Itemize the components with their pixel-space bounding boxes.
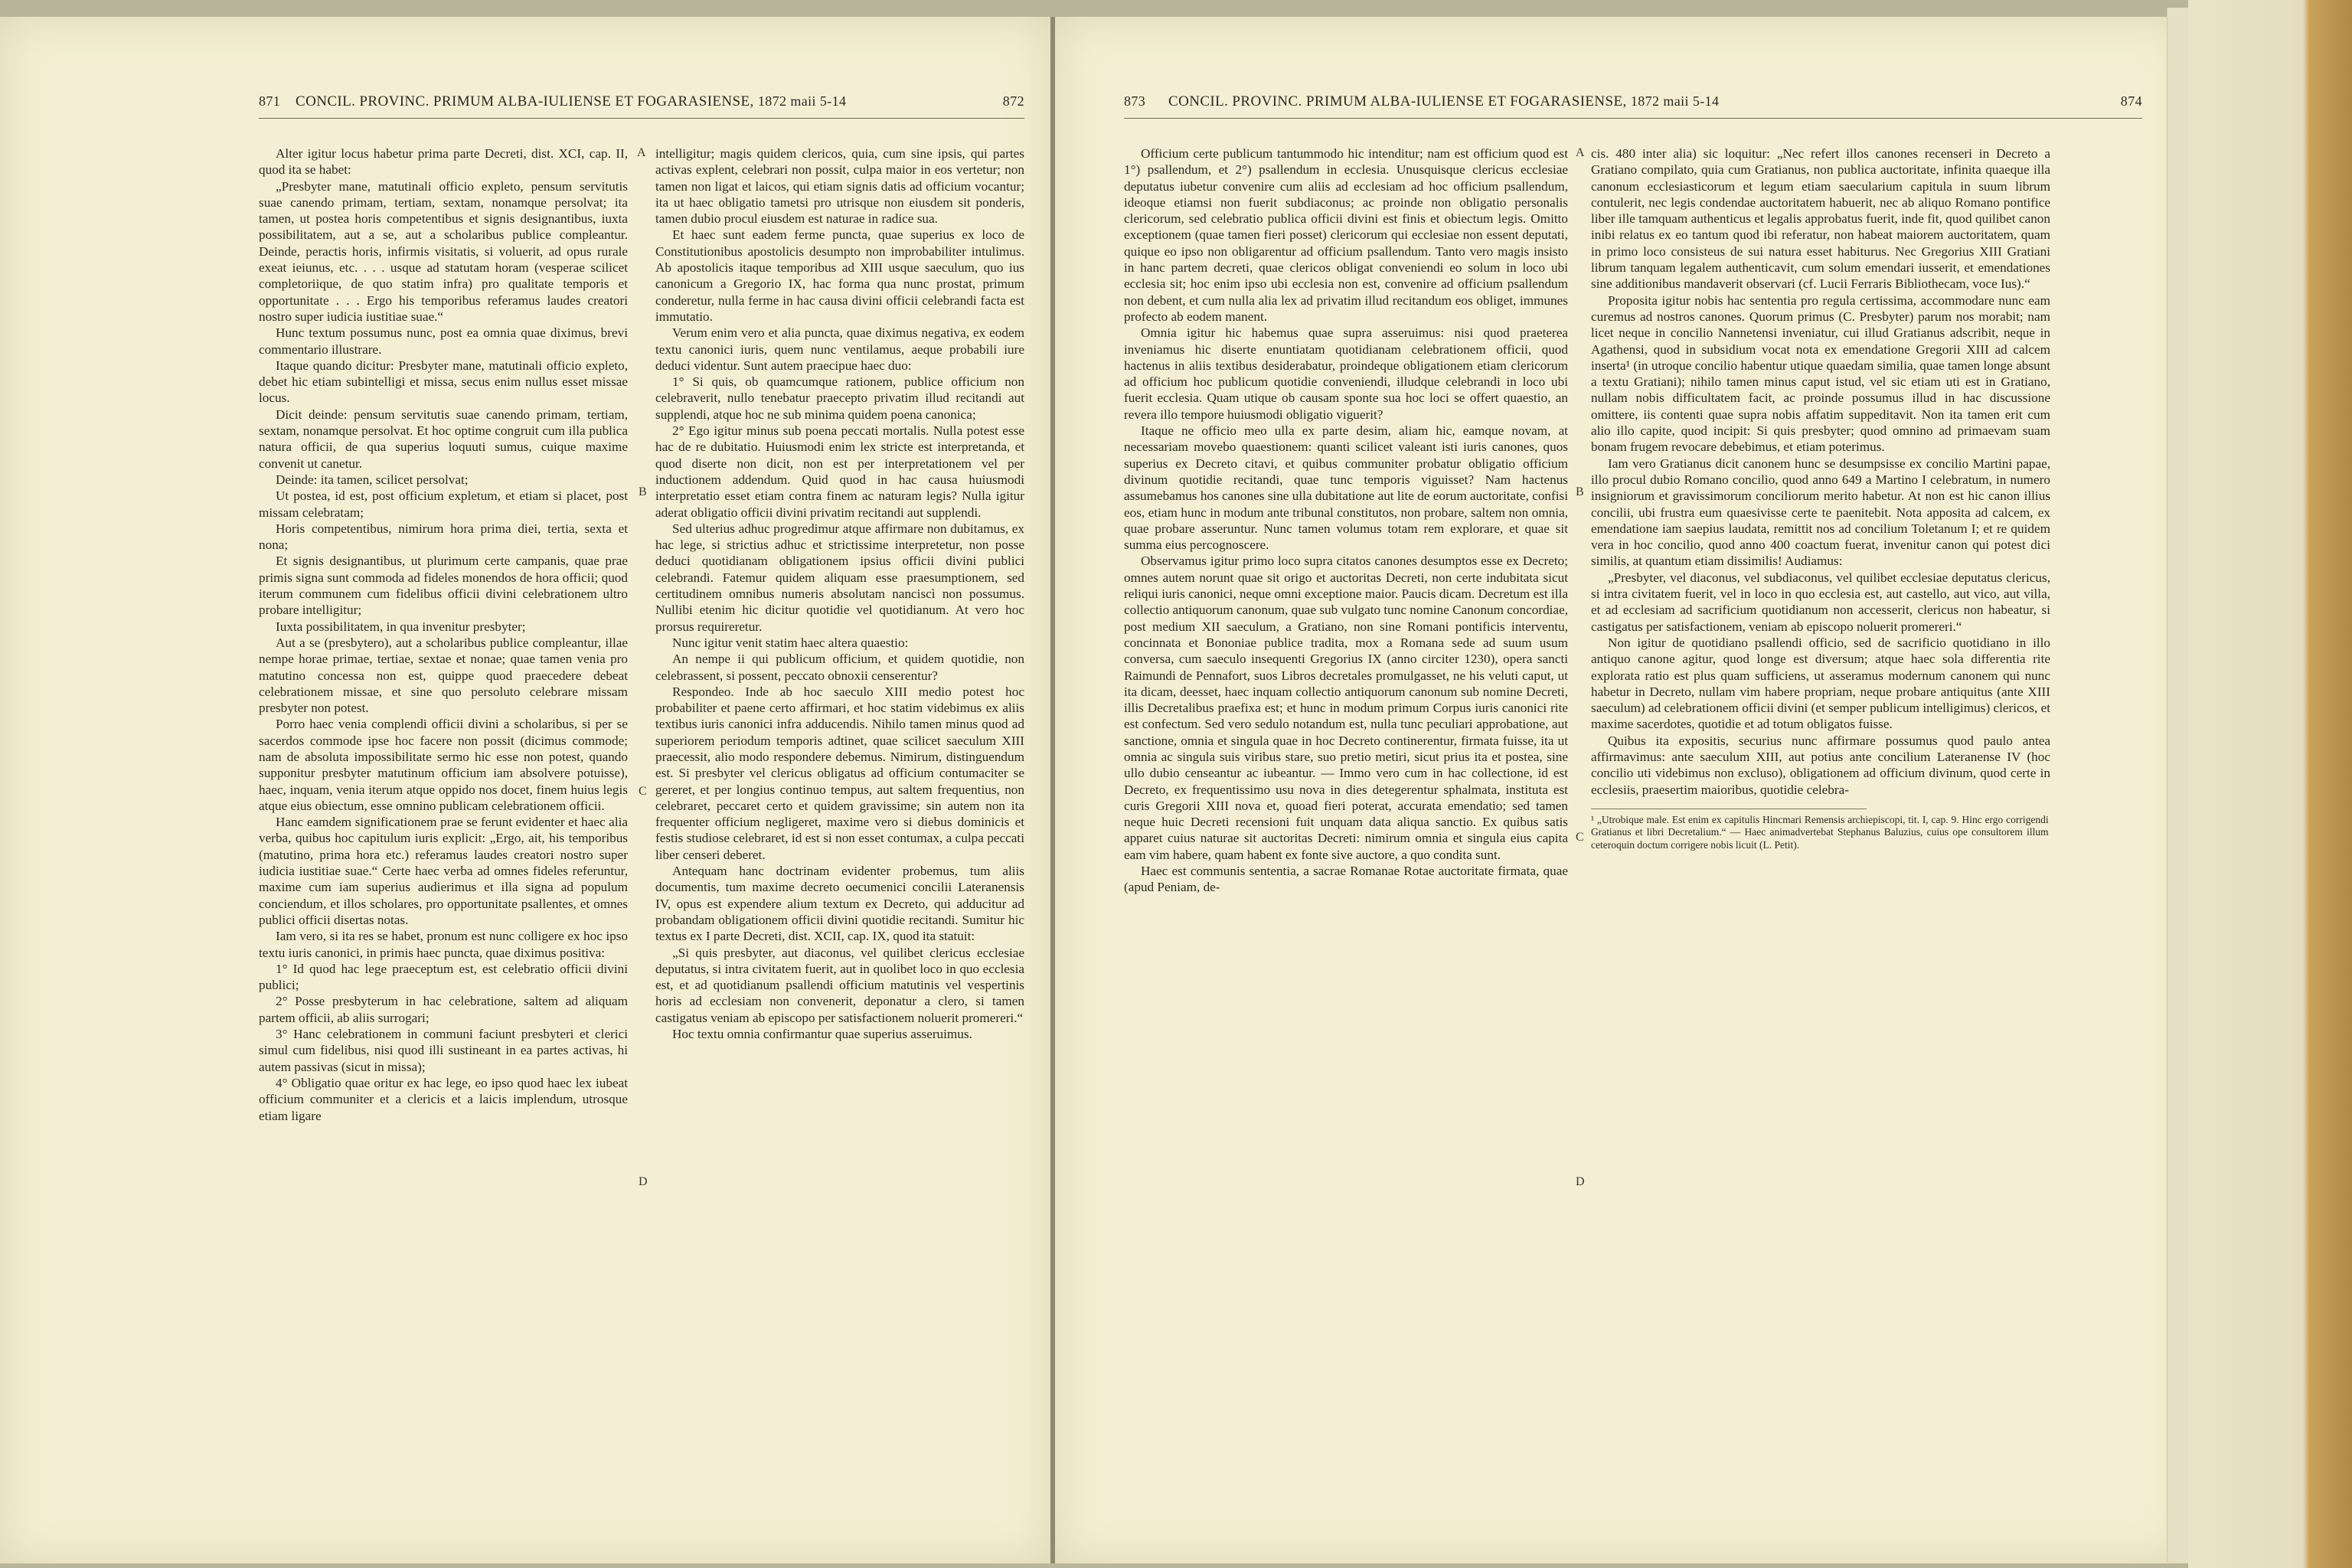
paragraph: Aut a se (presbytero), aut a scholaribus publice compleantur, illae nempe horae primae, tertiae, sextae et nonae; quae tamen venia pro matutino concessa non est, quippe quod praecedere debeat celebrationem missae, et sine quo persoluto celebrare missam presbyter non potest. <box>259 635 628 716</box>
paragraph: 1° Si quis, ob quamcumque rationem, publice officium non celebraverit, nullo tenebatur praecepto privatim illud recitandi aut supplendi, atque hoc ne sub minima quidem poena canonica; <box>655 374 1024 422</box>
paragraph: cis. 480 inter alia) sic loquitur: „Nec refert illos canones recenseri in Decreto a Gratiano compilato, quia cum Gratianus, non publica auctoritate, infinita quaeque illa canonum ecclesiasticorum et legum etiam saecularium capitula in suum librum contulerit, nec legis condendae auctoritatem habuerit, nec ab aliquo Romano pontifice liber ille tamquam authenticus et legalis approbatus fuerit, inde fit, quod quilibet canon inibi relatus ex eo tantum quod ibi referatur, non habeat maiorem auctoritatem, quam in primo loco consisteus de sui natura esset habiturus. Nec Gregorius XIII Gratiani librum tanquam legalem authenticavit, cum solum emendari iusserit, et emendationes sine additionibus mandaverit observari (cf. Lucii Ferraris Bibliothecam, voce Ius).“ <box>1591 146 2050 292</box>
paragraph: Respondeo. Inde ab hoc saeculo XIII medio potest hoc probabiliter et paene certo affirmari, et hoc statim videbimus ex aliis textibus iuris canonici infra adducendis. Nihilo tamen minus quod ad superiorem periodum temporis adtinet, quae scilicet saeculum XIII praecessit, alio modo respondere debemus. Nimirum, distinguendum est. Si presbyter vel clericus obligatus ad officium contumaciter se gereret, et per longius continuo tempus, aut saltem frequentius, non celebraret, peccaret certo et quidem gravissime; sin autem non ita frequenter officium negligeret, maxime vero si diebus dominicis et festis studiose celebraret, id est si non esset contumax, a culpa peccati liber censeri deberet. <box>655 684 1024 862</box>
header-rule <box>1124 118 2142 119</box>
paragraph: Ut postea, id est, post officium expletum, et etiam si placet, post missam celebratam; <box>259 488 628 520</box>
paragraph: Et haec sunt eadem ferme puncta, quae superius ex loco de Constitutionibus apostolicis desumpto non improbabiliter intulimus. Ab apostolicis itaque temporibus ad XIII usque saeculum, quo ius canonicum a Gregorio IX, hac forma qua nunc prostat, primum conderetur, nulla ferme in hac causa divini officii celebrandi facta est immutatio. <box>655 227 1024 324</box>
running-title: CONCIL. PROVINC. PRIMUM ALBA-IULIENSE ET FOGARASIENSE, 1872 maii 5-14 <box>296 93 847 109</box>
paragraph: 2° Posse presbyterum in hac celebratione, saltem ad aliquam partem officii, ab aliis surrogari; <box>259 994 628 1025</box>
paragraph: An nempe ii qui publicum officium, et quidem quotidie, non celebrassent, si possent, peccato obnoxii censerentur? <box>655 652 1024 683</box>
margin-letter: C <box>1576 831 1584 844</box>
paragraph: Hanc eamdem significationem prae se ferunt evidenter et haec alia verba, quibus hoc capitulum iuris explicit: „Ergo, ait, his temporibus (matutino, prima hora etc.) referamus laudes creatori nostro super iudicia iustitiae suae.“ Certe haec verba ad omnes fideles referuntur, maxime cum iam superius audierimus et illa signa ad populum conciendum, et illos scholares, pro opportunitate psallentes, et omnes publici officii disertas notas. <box>259 815 628 927</box>
paragraph: Alter igitur locus habetur prima parte Decreti, dist. XCI, cap. II, quod ita se habet: <box>259 146 628 178</box>
margin-letter: A <box>637 146 646 159</box>
paragraph: Sed ulterius adhuc progredimur atque affirmare non dubitamus, ex hac lege, si strictius adhuc et strictissime interpretetur, non posse deduci quotidianam obligationem ipsius officii divini publici celebrandi. Fatemur quidem aliquam esse praesumptionem, sed certitudinem omnibus numeris absolutam nanciscì non possumus. Nullibi etenim hic dicitur quotidie vel quotidianum. At vero hoc prorsus requireretur. <box>655 521 1024 634</box>
text-column-1 <box>259 145 628 1524</box>
book-cover <box>2188 0 2352 1568</box>
left-page-header <box>259 93 1024 124</box>
paragraph: Iuxta possibilitatem, in qua invenitur presbyter; <box>276 619 526 634</box>
paragraph: Dicit deinde: pensum servitutis suae canendo primam, tertiam, sextam, nonamque persolvat. Et hoc optime congruit cum illa publica natura officii, de qua superius loquuti sumus, cuique maxime convenit ut canetur. <box>259 407 628 471</box>
paragraph: Hunc textum possumus nunc, post ea omnia quae diximus, brevi commentario illustrare. <box>259 325 628 357</box>
paragraph: Porro haec venia complendi officii divini a scholaribus, si per se sacerdos commode ipse hoc facere non possit (dicimus commode; nam de absoluta impossibilitate sermo hic esse non potest, quando supponitur presbyter matutinum officium iam absolvere potuisse), haec, inquam, venia iterum atque oppido nos docet, finem huius legis atque eius obiectum, esse omnino publicam celebrationem officii. <box>259 717 628 813</box>
margin-letter: B <box>639 485 647 498</box>
paragraph: Itaque ne officio meo ulla ex parte desim, aliam hic, eamque novam, at necessariam movebo quaestionem: quanti scilicet valeant isti iuris canones, quos superius ex Decreto citavi, et quibus communiter probatur obligatio officium divinum quotidie recitandi, quae tunc temporis viguisset? Nam hactenus assumebamus hos canones sine ulla dubitatione aut lite de eorum auctoritate, confisi eos, etiam hunc in modum ante tribunal constitutos, non probare, saltem non omnia, quae probare asseruntur. Nunc tamen volumus totam rem explorare, et quae sit summa eius percognoscere. <box>1124 423 1568 553</box>
text-column-1 <box>1124 145 1568 1524</box>
paragraph: Proposita igitur nobis hac sententia pro regula certissima, accommodare nunc eam curemus ad nostros canones. Quorum primus (C. Presbyter) parum nos morabit; nam licet neque in concilio Nannetensi inveniatur, cui illud Gratianus adscribit, neque in Agathensi, quod in subsidium vocat nota ex emendatione Gregorii XIII ad calcem inserta¹ (in utroque concilio habentur utique quaedam similia, quae tamen longe absunt a textu Gratiani); nihilo tamen minus caput istud, vel sic etiam uti est in Gratiano, nullam nobis difficultatem facit, ac proinde possumus illud in hac discussione omittere, iis contenti quae supra nobis affatim suppeditavit. Non ita tamen erit cum alio illo capite, quod incipit: Si quis presbyter; quod omnino ad primaevam suam bonam frugem revocare debebimus, et etiam poterimus. <box>1591 292 2050 455</box>
paragraph: Nunc igitur venit statim haec altera quaestio: <box>672 635 909 650</box>
paragraph: 4° Obligatio quae oritur ex hac lege, eo ipso quod haec lex iubeat officium communiter et a clericis et a laicis implendum, utrosque etiam ligare <box>259 1075 628 1123</box>
paragraph: Quibus ita expositis, securius nunc affirmare possumus quod paulo antea affirmavimus: ante saeculum XIII, aut potius ante concilium Lateranense IV (hoc concilio uti videbimus non excluso), obligationem ad officium divinum, quod certe in ecclesiis, praesertim maioribus, quotidie celebra- <box>1591 733 2050 797</box>
paragraph: „Presbyter mane, matutinali officio expleto, pensum servitutis suae canendo primam, tertiam, sextam, nonamque persolvat; ita tamen, ut postea horis competentibus et signis designantibus, iuxta possibilitatem, aut a se, aut a scholaribus publice compleantur. Deinde, peractis horis, infirmis visitatis, si voluerit, ad opus rurale exeat ieiunus, etc. . . . usque ad statutam horam (vesperae scilicet completoriique, de quo statim infra) pro qualitate temporis et opportunitate . . . Ergo his temporibus referamus laudes creatori nostro super iudicia iustitiae suae.“ <box>259 178 628 324</box>
paragraph: Iam vero Gratianus dicit canonem hunc se desumpsisse ex concilio Martini papae, illo procul dubio Romano concilio, quod anno 649 a Martino I celebratum, in numero insigniorum et gravissimorum conciliorum merito habetur. At non est hic canon illius concilii, ubi frustra eum quaesivisse certe te paenitebit. Nota apposita ad calcem, ex emendatione iam saepius laudata, remittit nos ad concilium Toletanum I; et re quidem vera in hoc concilio, quod anno 400 coactum fuerat, invenitur canon qui potest dici similis, at quantum etiam dissimilis! Audiamus: <box>1591 456 2050 569</box>
margin-letter: C <box>639 785 647 798</box>
paragraph: Iam vero, si ita res se habet, pronum est nunc colligere ex hoc ipso textu iuris canonici, in primis haec puncta, quae diximus positiva: <box>259 929 628 960</box>
paragraph: „Presbyter, vel diaconus, vel subdiaconus, vel quilibet ecclesiae deputatus clericus, si intra civitatem fuerit, vel in loco in quo ecclesia est, aut castello, aut vico, aut villa, et ad ecclesiam ad sacrificium quotidianum non accesserit, clericus non habeatur, si castigatus per satisfactionem, veniam ab episcopo noluerit promereri.“ <box>1591 570 2050 634</box>
paragraph: 1° Id quod hac lege praeceptum est, est celebratio officii divini publici; <box>259 961 628 993</box>
footnote: ¹ „Utrobique male. Est enim ex capitulis Hincmari Remensis archiepiscopi, tit. I, cap. 9. Hinc ergo corrigendi Gratianus et libri Decretalium.“ — Haec animadvertebat Stephanus Baluzius, cuius ope consultorem illum ceteroquin doctum corrigere nobis licuit (L. Petit). <box>1591 808 1867 852</box>
margin-letter: D <box>1576 1175 1585 1188</box>
margin-letter: B <box>1576 485 1584 498</box>
paragraph: Hoc textu omnia confirmantur quae superius asseruimus. <box>672 1027 972 1042</box>
paragraph: Verum enim vero et alia puncta, quae diximus negativa, ex eodem textu canonici iuris, quem nunc ventilamus, aeque probabili iure deduci videntur. Sunt autem praecipue haec duo: <box>655 325 1024 373</box>
right-page <box>1055 17 2188 1563</box>
paragraph: 2° Ego igitur minus sub poena peccati mortalis. Nulla potest esse hac de re dubitatio. Huiusmodi enim lex stricte est interpretanda, et quod diserte non dicit, non est per interpretationem vel per inductionem addendum. Quid quod in hac causa huiusmodi interpretatio esset etiam contra finem ac naturam legis? Nulla igitur aderat obligatio officii divini privatim recitandi aut supplendi. <box>655 423 1024 520</box>
page-number: 873 <box>1124 93 1146 109</box>
paragraph: Antequam hanc doctrinam evidenter probemus, tum aliis documentis, tum maxime decreto oecumenici concilii Lateranensis IV, opus est expendere alium textum ex Decreto, qui adducitur ad probandam obligationem officii divini quotidie recitandi. Sumitur hic textus ex I parte Decreti, dist. XCII, cap. IX, quod ita statuit: <box>655 864 1024 944</box>
paragraph: Deinde: ita tamen, scilicet persolvat; <box>276 472 469 487</box>
paragraph: Non igitur de quotidiano psallendi officio, sed de sacrificio quotidiano in illo antiquo canone agitur, quod longe est diversum; atque haec sola differentia rite explorata ratio est plus quam sufficiens, ut asseramus modernum canonem qui nunc habetur in Decreto, nullam vim habere propriam, neque probare antiquitus (ante XIII saeculum) ad celebrationem officii divini (et semper publicum intelligimus) clericos, et maxime sacerdotes, quotidie et ad totum obligatos fuisse. <box>1591 635 2050 732</box>
paragraph: Et signis designantibus, ut plurimum certe campanis, quae prae primis signa sunt commoda ad fideles monendos de hora officii; quod iterum communem cum fidelibus officii divini celebrationem ultro probare intelligitur; <box>259 554 628 618</box>
page-number: 872 <box>1002 93 1024 109</box>
page-number: 871 <box>259 93 281 109</box>
right-page-header <box>1124 93 2142 124</box>
paragraph: Itaque quando dicitur: Presbyter mane, matutinali officio expleto, debet hic etiam subintelligi et missa, secus enim nullus esset missae locus. <box>259 358 628 406</box>
paragraph: Observamus igitur primo loco supra citatos canones desumptos esse ex Decreto; omnes autem norunt quae sit origo et auctoritas Decreti, non certe indubitata sicut reliqui iuris canonici, neque omni exceptione maior. Paucis dicam. Decretum est illa collectio antiquorum canonum, quae sub vulgato tunc nomine Canonum concordiae, post medium XII saeculum, a Gratiano, non sine Romani pontificis interventu, concinnata et Bononiae publice tradita, mox a Romana sede ad suum usum conversa, cum saeculo insequenti Gregorius IX (anno circiter 1230), opera sancti Raimundi de Pennafort, suos Libros decretales promulgasset, ne his veluti caput, ut ita dicam, deesset, haec inquam collectio antiquorum canonum sub nomine Decreti, illis Decretalibus praefixa est; et hunc in modum primum Corpus iuris canonici rite est confectum. Sed vero sedulo notandum est, nulla tunc peculiari approbatione, aut sanctione, omnia et singula quae in hoc Decreto continerentur, firmata fuisse, ita ut omnia ac singula suis viribus stare, suo pretio metiri, sicut prius ita et postea, sine ullo dubio censeantur ac iubeantur. — Immo vero cum in hac collectione, id est Decreto, ex frequentissimo usu nova in dies detegerentur sphalmata, instituta est curis Gregorii XIII nova et, quoad fieri poterat, accurata emendatio; sed tamen neque huic Decreti recensioni fuit unquam data aliqua sanctio. Ex quibus satis apparet cuius naturae sit auctoritas Decreti: nimirum omnia et singula eius capita eam vim habere, quam habent ex fonte sive auctore, a quo condita sunt. <box>1124 554 1568 862</box>
paragraph: Horis competentibus, nimirum hora prima diei, tertia, sexta et nona; <box>259 521 628 553</box>
page-stack-edge <box>2167 8 2189 1562</box>
left-page <box>0 17 1050 1563</box>
paragraph: intelligitur; magis quidem clericos, quia, cum sine ipsis, qui partes activas explent, celebrari non possit, culpa maior in eos vertetur; non tamen non ligat et laicos, qui etiam signis datis ad officium vocantur; ita ut haec obligatio tametsi pro utrisque non eiusdem sit ponderis, tamen dubio procul eiusdem est naturae in radice sua. <box>655 146 1024 227</box>
header-rule <box>259 118 1024 119</box>
paragraph: Officium certe publicum tantummodo hic intenditur; nam est officium quod est 1°) psallendum, et 2°) psallendum in ecclesia. Unusquisque clericus ecclesiae deputatus iubetur convenire cum aliis ad ecclesiam ad hoc officium psallendum, ideoque etiamsi non fuerit subdiaconus; ac proinde non obligatio personalis clericorum, sed celebratio publica officii divini est finis et obiectum legis. Omitto exceptionem (quae tamen fieri posset) clericorum qui ecclesiae non essent deputati, quique eo ipso non obligarentur ad officium psallendum. Tanto vero magis insisto in hanc partem decreti, quae clericos obligat conveniendi eo solum in loco ubi ecclesia sit; hoc enim ipso ubi ecclesia non est, convenire ad officium psallendum non debent, et cum nulla alia lex ad privatim illud recitandum eos obliget, immunes profecto ab eodem manent. <box>1124 146 1568 324</box>
text-column-2 <box>1591 145 2050 1524</box>
page-number: 874 <box>2120 93 2142 109</box>
paragraph: Haec est communis sententia, a sacrae Romanae Rotae auctoritate firmata, quae (apud Peniam, de- <box>1124 864 1568 895</box>
paragraph: 3° Hanc celebrationem in communi faciunt presbyteri et clerici simul cum fidelibus, nisi quod illi sustineant in ea partes activas, hi autem passivas (sicut in missa); <box>259 1027 628 1074</box>
running-title: CONCIL. PROVINC. PRIMUM ALBA-IULIENSE ET FOGARASIENSE, 1872 maii 5-14 <box>1168 93 1720 109</box>
paragraph: Omnia igitur hic habemus quae supra asseruimus: nisi quod praeterea inveniamus hic diserte enuntiatam quotidianam celebrationem officii, quod hactenus in aliis textibus desiderabatur, proindeque obligationem etiam clericorum ad officium hoc publicum quotidie conveniendi, illudque celebrandi in loco ubi fuerit ecclesia. Quam utique ob causam sponte sua hoc loci se offert quaestio, an revera illo tempore huiusmodi obligatio viguerit? <box>1124 325 1568 422</box>
paragraph: „Si quis presbyter, aut diaconus, vel quilibet clericus ecclesiae deputatus, si intra civitatem fuerit, aut in quolibet loco in quo ecclesia est, et ad quotidianum psallendi officium matutinis vel vespertinis horis ad ecclesiam non convenerit, deponatur a clero, si tamen castigatus veniam ab episcopo per satisfactionem noluerit promereri.“ <box>655 945 1024 1025</box>
margin-letter: D <box>639 1175 648 1188</box>
margin-letter: A <box>1576 146 1585 159</box>
text-column-2 <box>655 145 1024 1524</box>
